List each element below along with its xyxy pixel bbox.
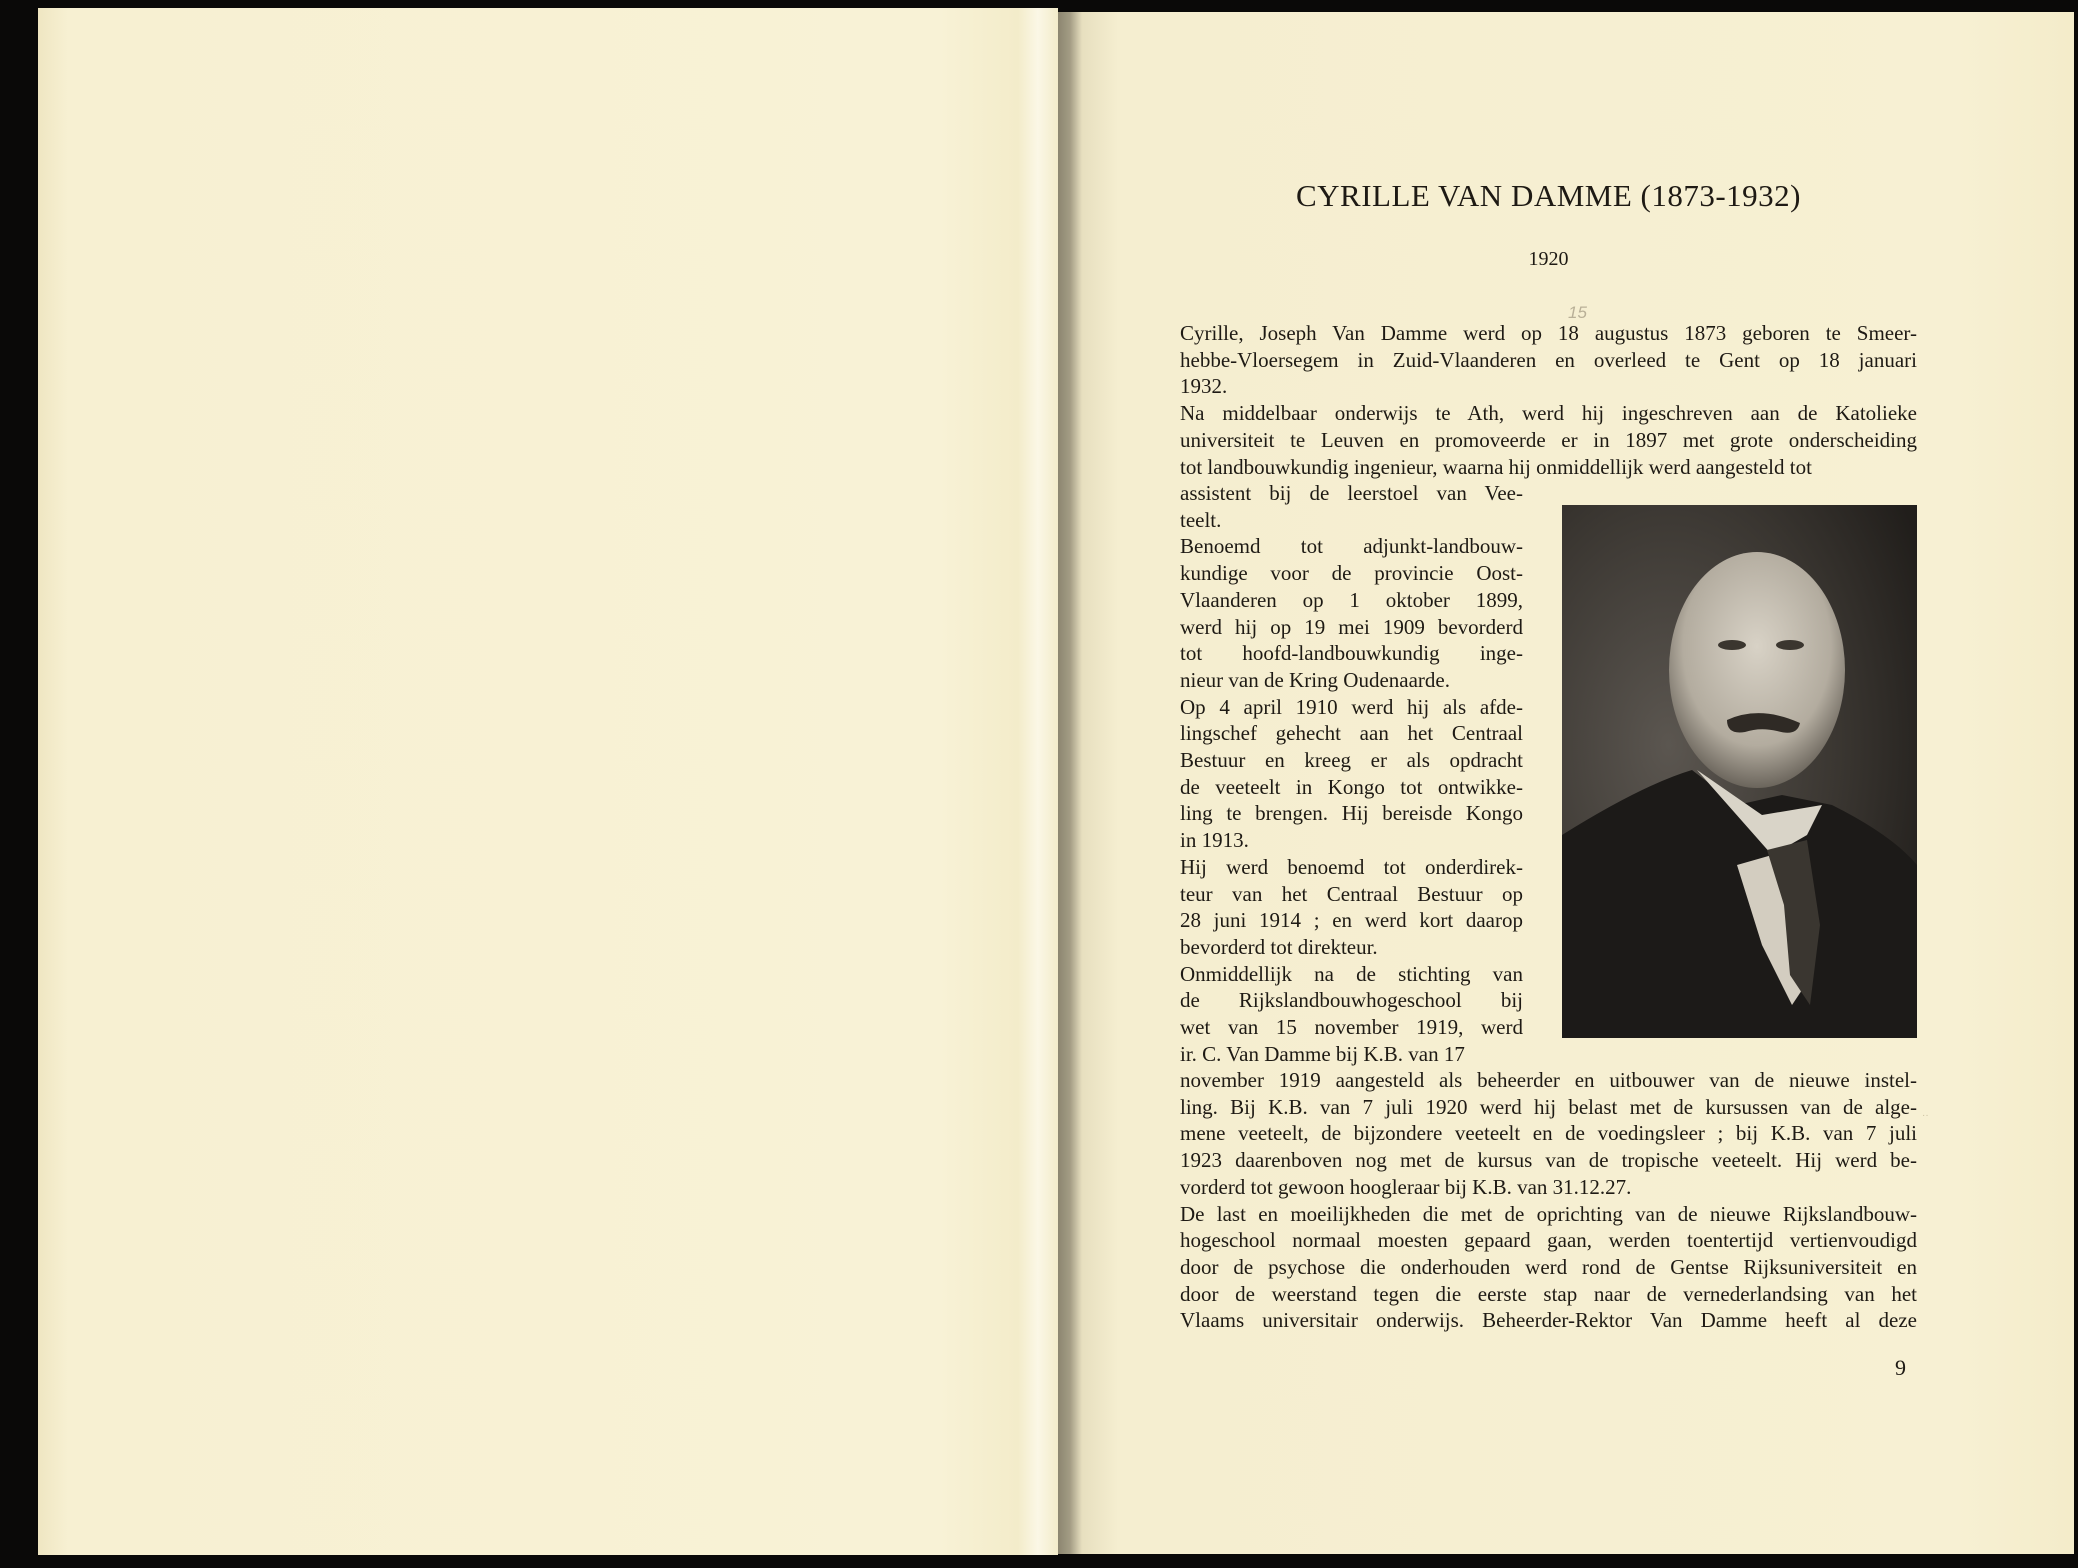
- text-line: 1932.: [1180, 374, 1228, 399]
- margin-mark: ··: [1922, 1110, 1929, 1121]
- text-line: door de psychose die onderhouden werd rond de Gentse Rijksuniversiteit en: [1180, 1254, 1917, 1279]
- text-line: Op 4 april 1910 werd hij als afde-: [1180, 694, 1523, 719]
- text-line: in 1913.: [1180, 828, 1249, 853]
- text-line: bevorderd tot direkteur.: [1180, 934, 1378, 959]
- text-line: hebbe-Vloersegem in Zuid-Vlaanderen en overleed te Gent op 18 januari: [1180, 347, 1917, 372]
- text-line: vorderd tot gewoon hoogleraar bij K.B. van 31.12.27.: [1180, 1174, 1632, 1199]
- text-line: teur van het Centraal Bestuur op: [1180, 881, 1523, 906]
- text-line: ling. Bij K.B. van 7 juli 1920 werd hij belast met de kursussen van de alge-: [1180, 1094, 1917, 1119]
- text-line: 28 juni 1914 ; en werd kort daarop: [1180, 908, 1523, 933]
- text-line: Hij werd benoemd tot onderdirek-: [1180, 854, 1523, 879]
- text-line: door de weerstand tegen die eerste stap naar de vernederlandsing van het: [1180, 1281, 1917, 1306]
- text-line: november 1919 aangesteld als beheerder en uitbouwer van de nieuwe instel-: [1180, 1068, 1917, 1092]
- text-line: 1923 daarenboven nog met de kursus van de tropische veeteelt. Hij werd be-: [1180, 1148, 1917, 1173]
- face: [1669, 552, 1845, 788]
- pencil-annotation: 15: [1568, 303, 1587, 322]
- page-title: CYRILLE VAN DAMME (1873-1932): [1295, 178, 1802, 213]
- text-line: tot hoofd-landbouwkundig inge-: [1180, 641, 1523, 666]
- text-block-beside-photo: [1180, 480, 1523, 1067]
- text-line: kundige voor de provincie Oost-: [1180, 561, 1523, 586]
- text-line: de veeteelt in Kongo tot ontwikke-: [1180, 774, 1523, 799]
- text-line: Cyrille, Joseph Van Damme werd op 18 augustus 1873 geboren te Smeer-: [1180, 321, 1917, 345]
- text-line: Benoemd tot adjunkt-landbouw-: [1180, 534, 1523, 559]
- portrait-photo: [1562, 505, 1917, 1038]
- year-heading: 1920: [1528, 248, 1569, 270]
- text-line: tot landbouwkundig ingenieur, waarna hij onmiddellijk werd aangesteld tot: [1180, 454, 1812, 479]
- text-line: mene veeteelt, de bijzondere veeteelt en de voedingsleer ; bij K.B. van 7 juli: [1180, 1121, 1917, 1146]
- text-line: werd hij op 19 mei 1909 bevorderd: [1180, 614, 1523, 639]
- text-line: nieur van de Kring Oudenaarde.: [1180, 667, 1450, 692]
- text-block-full-width-top: [1180, 320, 1917, 480]
- text-line: de Rijkslandbouwhogeschool bij: [1180, 988, 1523, 1013]
- text-block-full-width-bottom: [1180, 1067, 1917, 1334]
- text-line: lingschef gehecht aan het Centraal: [1180, 721, 1523, 746]
- right-eye: [1776, 640, 1804, 650]
- left-eye: [1718, 640, 1746, 650]
- page-number: 9: [1895, 1355, 1906, 1380]
- text-line: assistent bij de leerstoel van Vee-: [1180, 481, 1523, 505]
- text-line: ling te brengen. Hij bereisde Kongo: [1180, 801, 1523, 826]
- text-line: Onmiddellijk na de stichting van: [1180, 961, 1523, 986]
- text-line: wet van 15 november 1919, werd: [1180, 1015, 1523, 1040]
- text-line: Vlaanderen op 1 oktober 1899,: [1180, 587, 1523, 612]
- text-line: teelt.: [1180, 507, 1222, 532]
- text-line: Na middelbaar onderwijs te Ath, werd hij ingeschreven aan de Katolieke: [1180, 401, 1917, 426]
- text-line: hogeschool normaal moesten gepaard gaan, werden toentertijd vertienvoudigd: [1180, 1228, 1917, 1253]
- text-line: Vlaams universitair onderwijs. Beheerder-Rektor Van Damme heeft al deze: [1180, 1308, 1917, 1333]
- text-line: universiteit te Leuven en promoveerde er in 1897 met grote onderscheiding: [1180, 427, 1917, 452]
- text-line: ir. C. Van Damme bij K.B. van 17: [1180, 1041, 1465, 1066]
- portrait-illustration: [1562, 505, 1917, 1038]
- text-line: De last en moeilijkheden die met de oprichting van de nieuwe Rijkslandbouw-: [1180, 1201, 1917, 1226]
- left-page-blank: [38, 8, 1058, 1555]
- text-line: Bestuur en kreeg er als opdracht: [1180, 748, 1523, 773]
